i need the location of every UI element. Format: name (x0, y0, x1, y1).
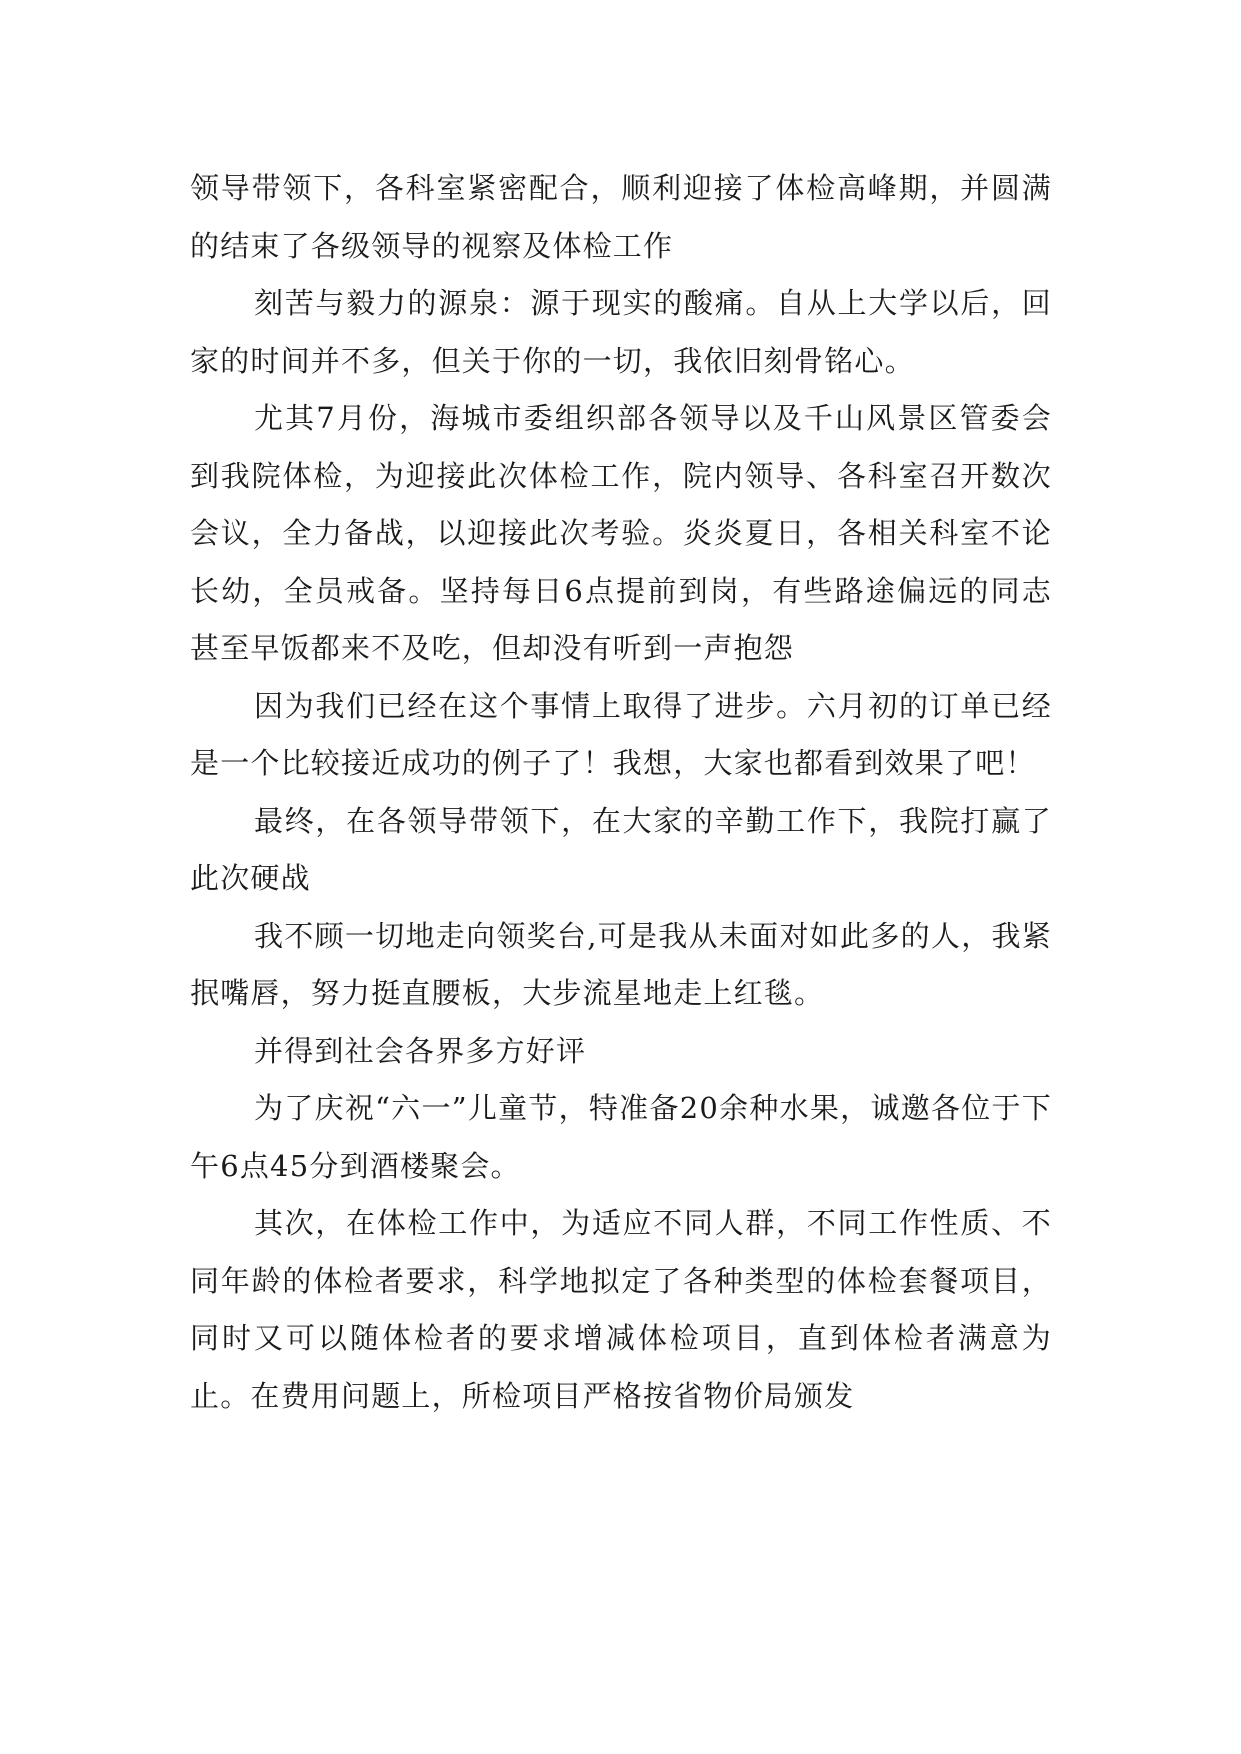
paragraph-8: 为了庆祝“六一”儿童节，特准备20余种水果，诚邀各位于下午6点45分到酒楼聚会。 (190, 1091, 1052, 1183)
paragraph-4: 因为我们已经在这个事情上取得了进步。六月初的订单已经是一个比较接近成功的例子了！我想，大家也都看到效果了吧！ (190, 688, 1052, 780)
paragraph-9: 其次，在体检工作中，为适应不同人群，不同工作性质、不同年龄的体检者要求，科学地拟定了各种类型的体检套餐项目，同时又可以随体检者的要求增减体检项目，直到体检者满意为止。在费用问题上，所检项目严格按省物价局颁发 (190, 1206, 1052, 1413)
paragraph-6: 我不顾一切地走向领奖台,可是我从未面对如此多的人，我紧抿嘴唇，努力挺直腰板，大步流星地走上红毯。 (190, 918, 1052, 1010)
document-body (190, 160, 1052, 1425)
paragraph-1: 领导带领下，各科室紧密配合，顺利迎接了体检高峰期，并圆满的结束了各级领导的视察及体检工作 (190, 171, 1052, 263)
paragraph-3: 尤其7月份，海城市委组织部各领导以及千山风景区管委会到我院体检，为迎接此次体检工作，院内领导、各科室召开数次会议，全力备战，以迎接此次考验。炎炎夏日，各相关科室不论长幼，全员戒备。坚持每日6点提前到岗，有些路途偏远的同志甚至早饭都来不及吃，但却没有听到一声抱怨 (190, 401, 1052, 665)
paragraph-5: 最终，在各领导带领下，在大家的辛勤工作下，我院打赢了此次硬战 (190, 803, 1052, 895)
paragraph-7: 并得到社会各界多方好评 (254, 1033, 587, 1068)
paragraph-2: 刻苦与毅力的源泉：源于现实的酸痛。自从上大学以后，回家的时间并不多，但关于你的一切，我依旧刻骨铭心。 (190, 286, 1052, 378)
